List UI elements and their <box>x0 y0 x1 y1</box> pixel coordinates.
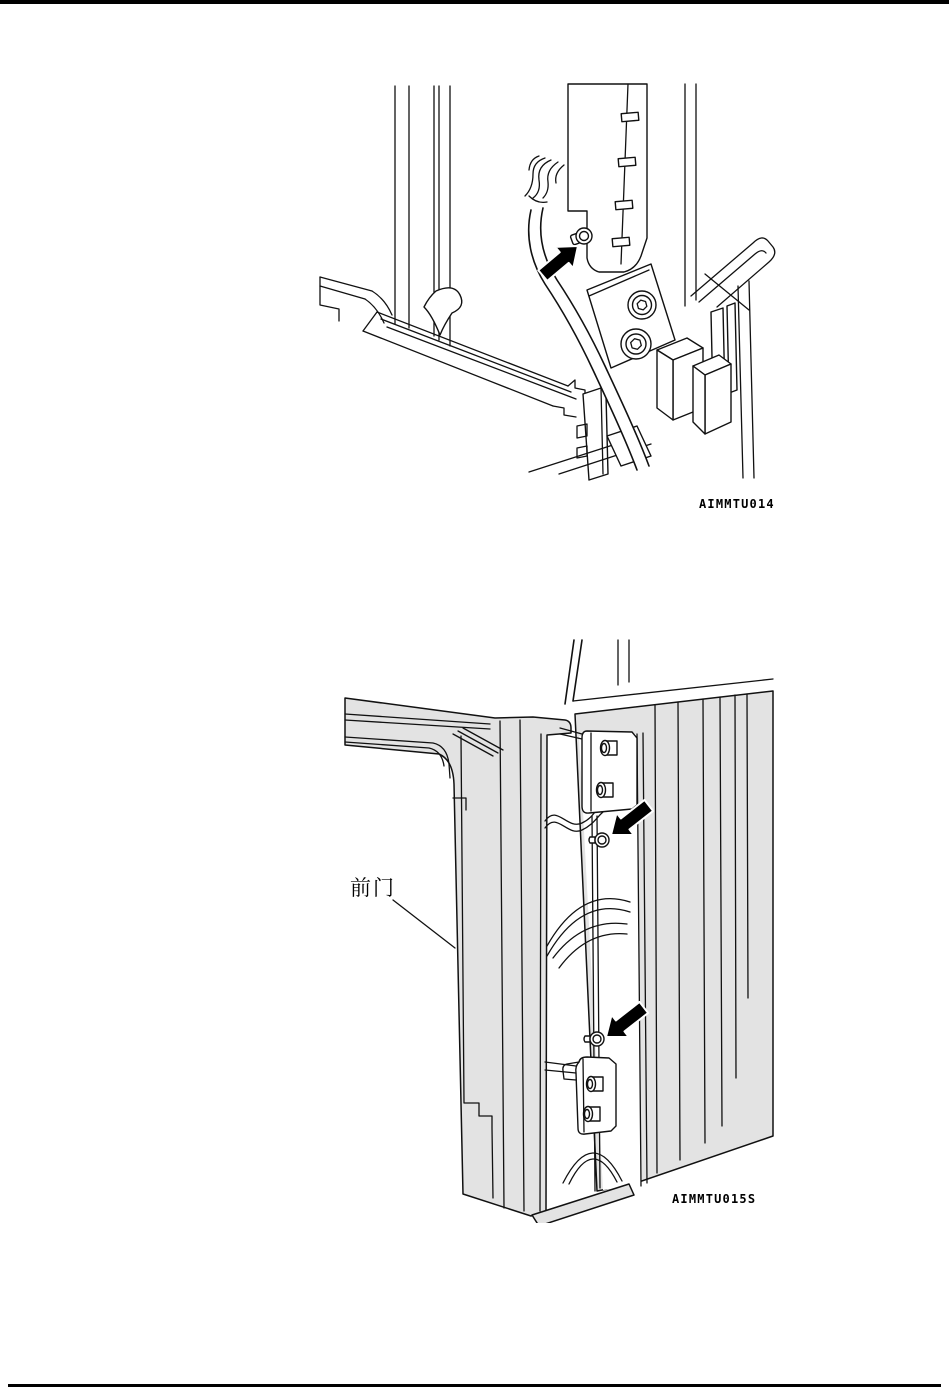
rail-hook <box>424 288 462 335</box>
lock-slot <box>615 200 633 209</box>
lock-slot <box>621 112 639 121</box>
door-sill <box>532 1184 634 1223</box>
lock-slot <box>612 237 630 246</box>
hinge-bracket-top <box>560 728 637 813</box>
shoulder-screw-icon <box>621 329 651 359</box>
figure1-code: AIMMTU014 <box>699 497 775 511</box>
hinge-pin-icon <box>587 1077 604 1092</box>
screw-icon <box>584 1032 604 1046</box>
page-top-rule <box>0 0 949 4</box>
figure2-illustration <box>335 638 775 1223</box>
door-label-leader-line <box>393 900 455 948</box>
hinge-pin-icon <box>601 741 618 756</box>
front-door-label: 前门 <box>350 876 396 900</box>
page-bottom-rule <box>8 1384 941 1387</box>
figure2-code: AIMMTU015S <box>672 1192 757 1206</box>
lock-slot <box>618 157 636 166</box>
slotted-panel <box>568 84 647 272</box>
hinge-bracket-bottom <box>545 1057 616 1134</box>
figure1-illustration <box>315 78 785 523</box>
screw-icon <box>570 228 592 245</box>
rail-assembly <box>320 277 593 417</box>
shoulder-screw-icon <box>628 291 656 319</box>
hinge-pin-icon <box>597 783 614 798</box>
hinge-pin-icon <box>584 1107 601 1122</box>
